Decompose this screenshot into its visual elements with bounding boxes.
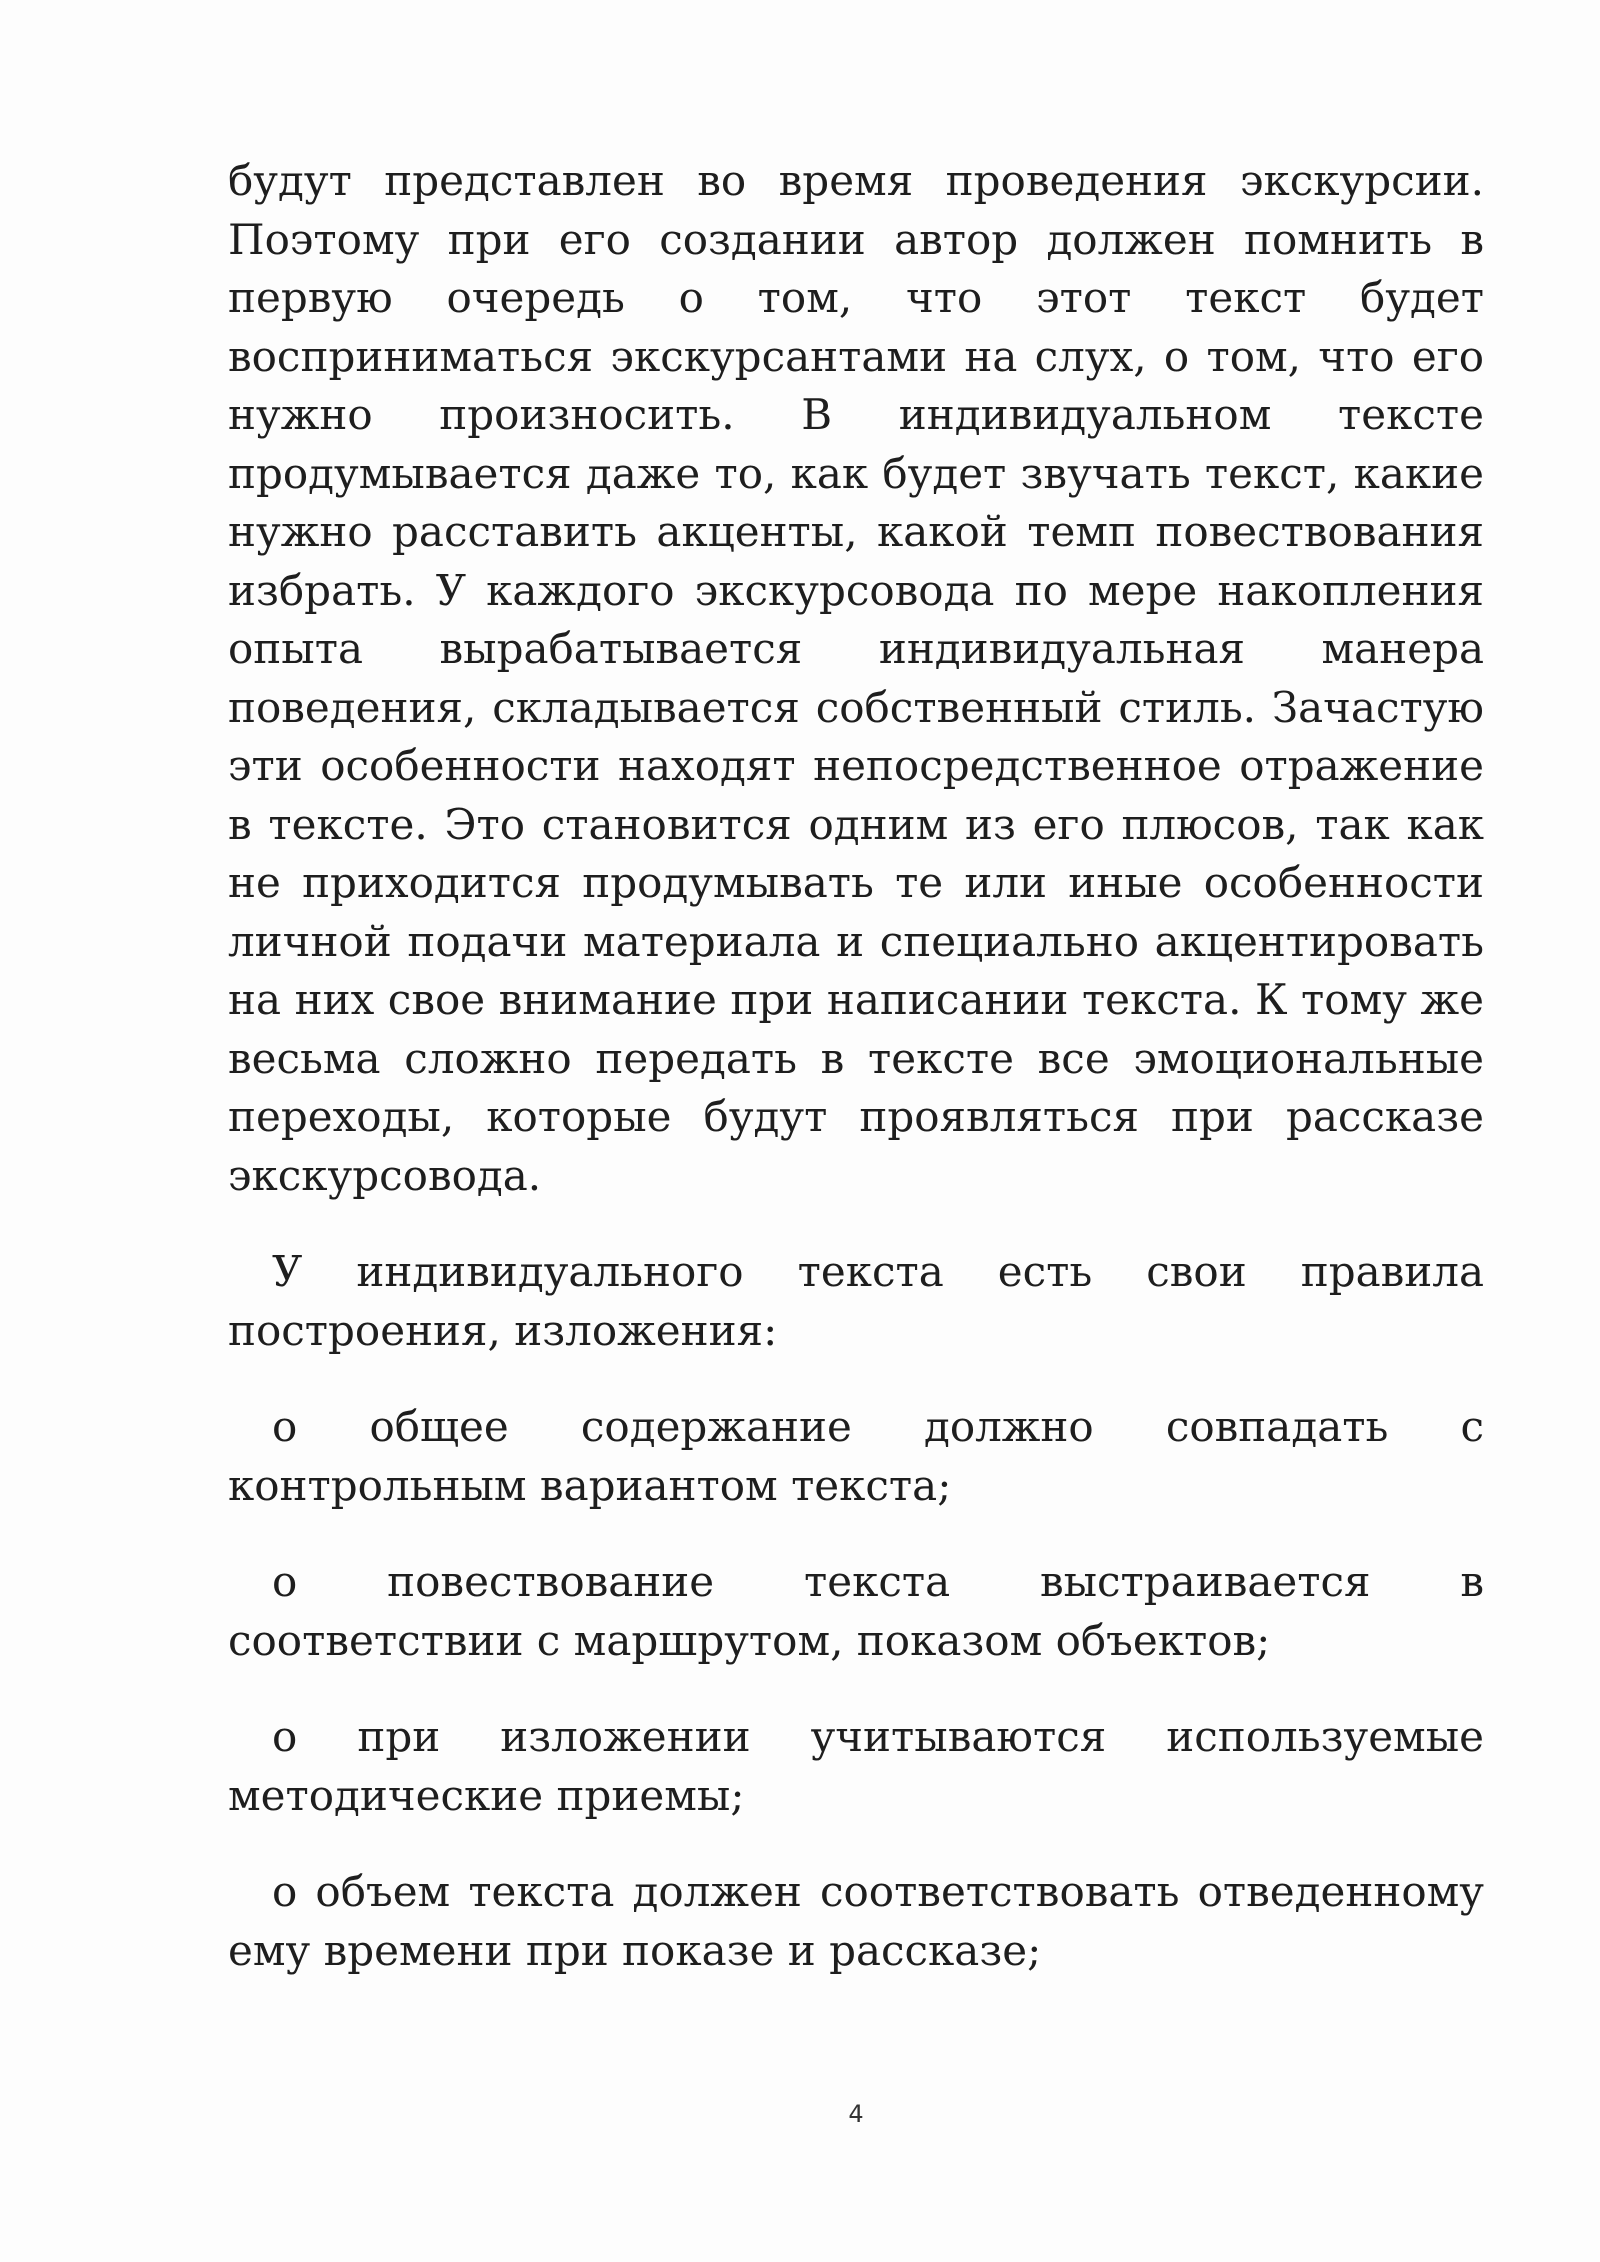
list-item xyxy=(228,1398,1484,1515)
bullet-marker: o xyxy=(272,1712,298,1761)
list-item xyxy=(228,1553,1484,1670)
bullet-marker: o xyxy=(272,1867,298,1916)
list-item-text: общее содержание должно совпадать с контрольным вариантом текста; xyxy=(228,1402,1484,1510)
list-item-text: объем текста должен соответствовать отведенному ему времени при показе и рассказе; xyxy=(228,1867,1485,1975)
list-item-text: при изложении учитываются используемые методические приемы; xyxy=(228,1712,1485,1820)
list-item xyxy=(228,1863,1484,1980)
paragraph: У индивидуального текста есть свои правила построения, изложения: xyxy=(228,1247,1484,1355)
paragraph: будут представлен во время проведения экскурсии. Поэтому при его создании автор должен помнить в первую очередь о том, что этот текст будет восприниматься экскурсантами на слух, о том, что его нужно произносить. В индивидуальном тексте продумывается даже то, как будет звучать текст, какие нужно расставить акценты, какой темп повествования избрать. У каждого экскурсовода по мере накопления опыта вырабатывается индивидуальная манера поведения, складывается собственный стиль. Зачастую эти особенности находят непосредственное отражение в тексте. Это становится одним из его плюсов, так как не приходится продумывать те или иные особенности личной подачи материала и специально акцентировать на них свое внимание при написании текста. К тому же весьма сложно передать в тексте все эмоциональные переходы, которые будут проявляться при рассказе экскурсовода. xyxy=(228,156,1484,1200)
list-item xyxy=(228,1708,1484,1825)
bullet-marker: o xyxy=(272,1402,298,1451)
page-number: 4 xyxy=(848,2100,864,2128)
bullet-marker: o xyxy=(272,1557,298,1606)
bullet-list xyxy=(228,1398,1484,1980)
list-item-text: повествование текста выстраивается в соответствии с маршрутом, показом объектов; xyxy=(228,1557,1484,1665)
body-text xyxy=(228,152,1484,1980)
